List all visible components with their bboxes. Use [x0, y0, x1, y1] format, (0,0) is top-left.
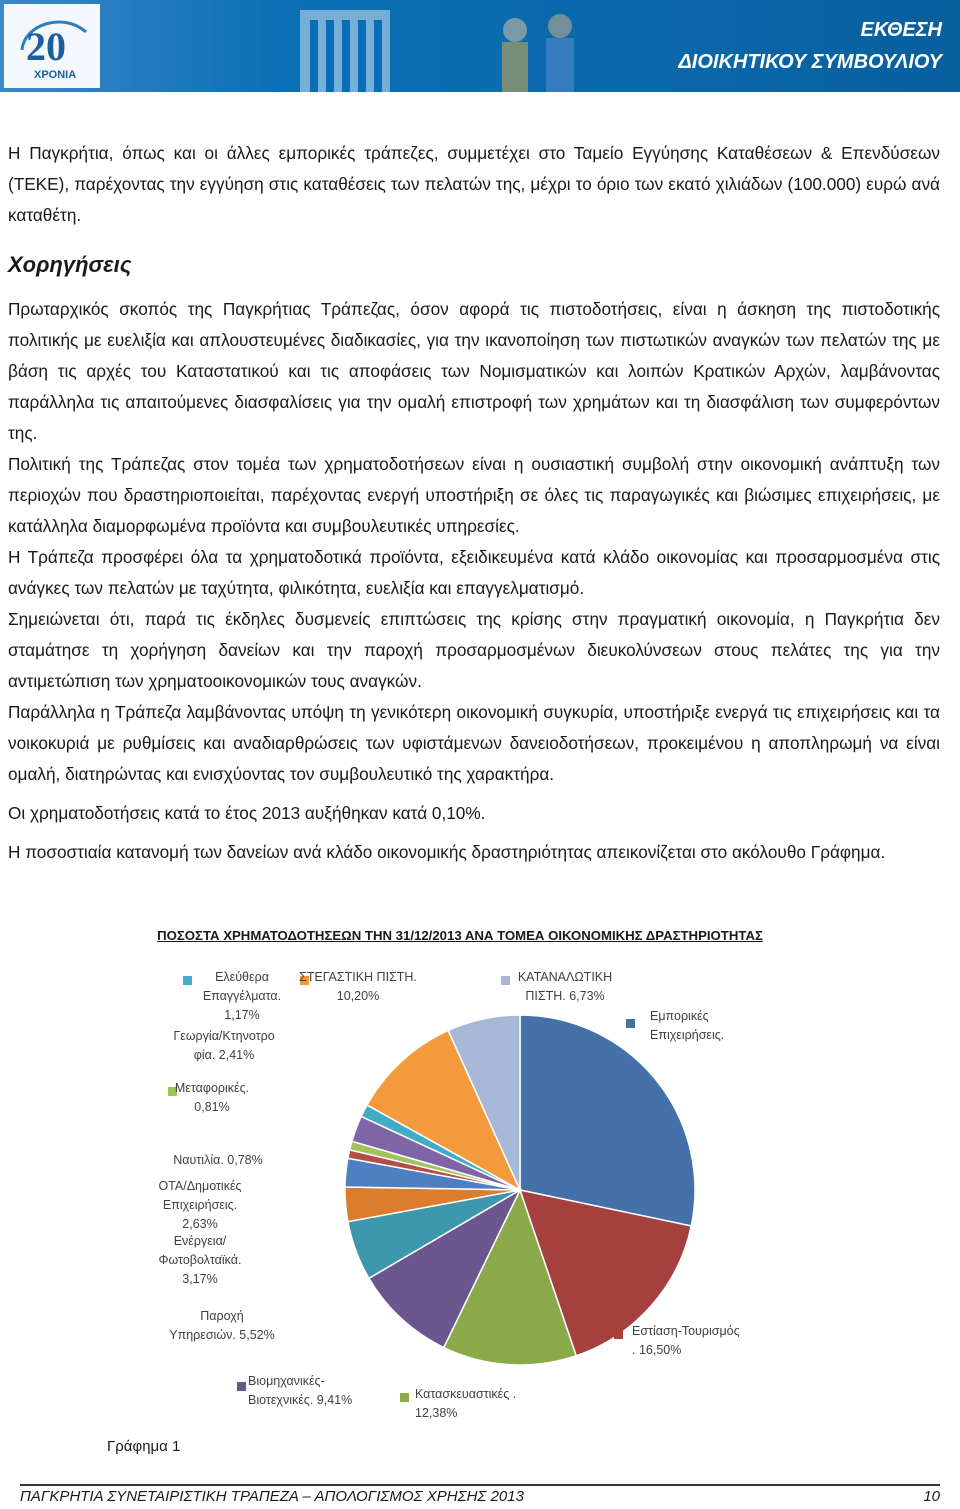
slice-label: Παροχή Υπηρεσιών. 5,52% [169, 1309, 275, 1342]
header-banner [0, 0, 960, 92]
slice-label: Εμπορικές Επιχειρήσεις. [650, 1009, 725, 1042]
paragraph: Η Τράπεζα προσφέρει όλα τα χρηματοδοτικά προϊόντα, εξειδικευμένα κατά κλάδο οικονομίας και προσαρμοσμένα στις ανάγκες των πελατών με ταχύτητα, φιλικότητα, ευελιξία και επαγγελματισμό. [8, 547, 940, 598]
footer-title: ΠΑΓΚΡΗΤΙΑ ΣΥΝΕΤΑΙΡΙΣΤΙΚΗ ΤΡΑΠΕΖΑ – ΑΠΟΛΟΓΙΣΜΟΣ ΧΡΗΣΗΣ 2013 [20, 1488, 524, 1505]
paragraph: Πρωταρχικός σκοπός της Παγκρήτιας Τράπεζας, όσον αφορά τις πιστοδοτήσεις, είναι η άσκηση της πιστοδοτικής πολιτικής με ευελιξία και απλουστευμένες διαδικασίες, για την ικανοποίηση των πιστωτικών αναγκών των πελατών της με βάση τις αρχές του Καταστατικού και τις αποφάσεις των Νομισματικών και λοιπών Κρατικών Αρχών, λαμβάνοντας παράλληλα τις απαιτούμενες διασφαλίσεις για την ομαλή επιστροφή των χρημάτων και τη διασφάλιση των συμφερόντων της. [8, 299, 940, 443]
slice-label: ΣΤΕΓΑΣΤΙΚΗ ΠΙΣΤΗ. 10,20% [299, 970, 417, 1003]
slice-label: Μεταφορικές. 0,81% [174, 1081, 250, 1114]
bank-building-icon [230, 0, 480, 92]
logo-text: ΧΡΟΝΙΑ [34, 69, 77, 81]
page-number: 10 [923, 1488, 940, 1505]
intro-paragraph-block [8, 138, 940, 231]
paragraph: Σημειώνεται ότι, παρά τις έκδηλες δυσμενείς επιπτώσεις της κρίσης στην πραγματική οικονομία, η Παγκρήτια δεν σταμάτησε τη χορήγηση δανείων και την παροχή προσαρμοσμένων διευκολύνσεων στους πελάτες της για την αντιμετώπιση των χρηματοοικονομικών τους αναγκών. [8, 609, 940, 691]
paragraph: Οι χρηματοδοτήσεις κατά το έτος 2013 αυξήθηκαν κατά 0,10%. [8, 803, 486, 823]
pie-slice [520, 1015, 695, 1226]
slice-label: Ναυτιλία. 0,78% [173, 1153, 263, 1167]
slice-label: Ενέργεια/ Φωτοβολταϊκά. 3,17% [158, 1234, 242, 1286]
legend-swatch [183, 976, 192, 985]
figure-caption: Γράφημα 1 [107, 1438, 181, 1455]
section-heading: Χορηγήσεις [8, 252, 132, 277]
logo-number: 20 [26, 24, 66, 69]
main-text [8, 294, 940, 868]
legend-swatch [237, 1382, 246, 1391]
legend-swatch [501, 976, 510, 985]
slice-label: ΟΤΑ/Δημοτικές Επιχειρήσεις. 2,63% [158, 1179, 242, 1231]
legend-swatch [400, 1393, 409, 1402]
chart-title: ΠΟΣΟΣΤΑ ΧΡΗΜΑΤΟΔΟΤΗΣΕΩΝ ΤΗΝ 31/12/2013 ΑΝΑ ΤΟΜΕΑ ΟΙΚΟΝΟΜΙΚΗΣ ΔΡΑΣΤΗΡΙΟΤΗΤΑΣ [157, 928, 763, 943]
paragraph: Παράλληλα η Τράπεζα λαμβάνοντας υπόψη τη γενικότερη οικονομική συγκυρία, υποστήριξε ενεργά τις επιχειρήσεις και τα νοικοκυριά με ρυθμίσεις και αναδιαρθρώσεις των υφιστάμενων δανειοδοτήσεων, προκειμένου η αποπληρωμή να είναι ομαλή, διατηρώντας και ενισχύοντας τον συμβουλευτικό της χαρακτήρα. [8, 702, 940, 784]
slice-label: Βιομηχανικές-Βιοτεχνικές. 9,41% [248, 1374, 353, 1407]
slice-label: Εστίαση-Τουρισμός . 16,50% [632, 1324, 740, 1357]
slice-label: Κατασκευαστικές . 12,38% [415, 1387, 517, 1420]
paragraph: Πολιτική της Τράπεζας στον τομέα των χρηματοδοτήσεων είναι η ουσιαστική συμβολή στην οικονομική ανάπτυξη των περιοχών που δραστηριοποιείται, παρέχοντας ενεργή υποστήριξη σε όλες τις παραγωγικές και βιώσιμες επιχειρήσεις, με κατάλληλα διαμορφωμένα προϊόντα και συμβουλευτικές υπηρεσίες. [8, 454, 940, 536]
slice-label: Γεωργία/Κτηνοτρο φία. 2,41% [173, 1029, 275, 1062]
report-title [678, 14, 942, 78]
anniversary-logo [4, 4, 100, 88]
slice-label: Ελεύθερα Επαγγέλματα. 1,17% [202, 970, 282, 1022]
logo-graphic [4, 4, 100, 88]
pie-chart [0, 960, 960, 1430]
footer-divider [20, 1484, 940, 1486]
intro-paragraph: Η Παγκρήτια, όπως και οι άλλες εμπορικές τράπεζες, συμμετέχει στο Ταμείο Εγγύησης Καταθέσεων & Επενδύσεων (ΤΕΚΕ), παρέχοντας την εγγύηση στις καταθέσεις των πελατών της, μέχρι το όριο των εκατό χιλιάδων (100.000) ευρώ ανά καταθέτη. [8, 143, 940, 225]
legend-swatch [626, 1019, 635, 1028]
children-photo-icon [480, 0, 600, 92]
report-title-line1: ΕΚΘΕΣΗ [860, 19, 942, 41]
report-title-line2: ΔΙΟΙΚΗΤΙΚΟΥ ΣΥΜΒΟΥΛΙΟΥ [678, 51, 942, 73]
paragraph: Η ποσοστιαία κατανομή των δανείων ανά κλάδο οικονομικής δραστηριότητας απεικονίζεται στο ακόλουθο Γράφημα. [8, 842, 886, 862]
slice-label: ΚΑΤΑΝΑΛΩΤΙΚΗ ΠΙΣΤΗ. 6,73% [517, 970, 613, 1003]
legend-swatch [614, 1330, 623, 1339]
